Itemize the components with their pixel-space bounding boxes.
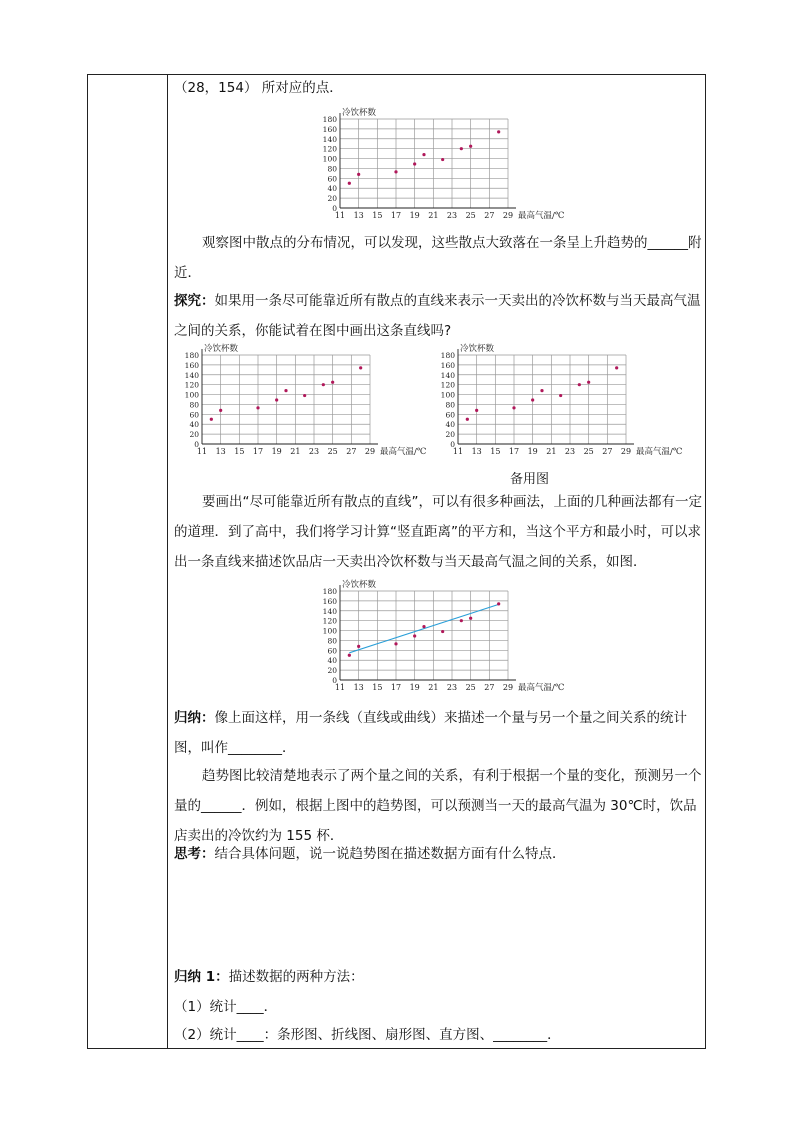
y-tick-label: 140: [322, 134, 337, 144]
data-point: [219, 409, 222, 412]
x-tick-label: 11: [452, 447, 464, 456]
x-tick-label: 15: [234, 447, 245, 456]
x-tick-label: 29: [502, 211, 514, 220]
intro-line: （28，154） 所对应的点．: [174, 80, 343, 96]
column-divider: [167, 75, 168, 1048]
think-text: 结合具体问题，说一说趋势图在描述数据方面有什么特点．: [214, 846, 566, 862]
x-tick-label: 17: [390, 683, 402, 692]
data-point: [615, 366, 618, 369]
y-tick-label: 140: [440, 370, 455, 380]
chart-svg: [430, 341, 692, 463]
scatter-chart-1: [312, 105, 574, 227]
data-point: [460, 147, 463, 150]
y-tick-label: 20: [189, 430, 199, 440]
x-tick-label: 25: [583, 447, 594, 456]
data-point: [469, 617, 472, 620]
x-tick-label: 13: [471, 447, 482, 456]
x-tick-label: 27: [346, 447, 357, 456]
x-tick-label: 11: [334, 683, 346, 692]
scatter-chart-2: [174, 341, 436, 463]
summary-label: 归纳：: [174, 710, 215, 726]
chart-svg: [174, 341, 436, 463]
y-axis-label: 冷饮杯数: [342, 108, 377, 118]
y-tick-label: 160: [322, 596, 337, 606]
y-tick-label: 80: [327, 164, 337, 174]
x-tick-label: 23: [446, 211, 458, 220]
data-point: [413, 634, 416, 637]
x-tick-label: 13: [215, 447, 226, 456]
x-tick-label: 27: [484, 211, 495, 220]
data-point: [210, 418, 213, 421]
data-point: [357, 173, 360, 176]
y-tick-label: 140: [322, 606, 337, 616]
trend-chart: [312, 577, 574, 699]
data-point: [469, 145, 472, 148]
x-tick-label: 25: [327, 447, 338, 456]
lesson-table: [87, 74, 706, 1049]
think-paragraph: [174, 839, 704, 869]
x-axis-label: 最高气温/℃: [380, 447, 427, 457]
x-tick-label: 29: [502, 683, 514, 692]
spare-caption: 备用图: [510, 472, 550, 487]
y-axis-label: 冷饮杯数: [460, 344, 495, 354]
summary-paragraph: [174, 703, 704, 763]
scatter-chart-spare: [430, 341, 692, 463]
observe-paragraph: 观察图中散点的分布情况，可以发现，这些散点大致落在一条呈上升趋势的______附近．: [174, 235, 702, 281]
y-tick-label: 120: [322, 616, 337, 626]
y-axis-label: 冷饮杯数: [342, 580, 377, 590]
x-tick-label: 17: [508, 447, 520, 456]
x-tick-label: 19: [527, 447, 538, 456]
y-tick-label: 60: [327, 174, 337, 184]
data-point: [275, 398, 278, 401]
draw-paragraph: 要画出“尽可能靠近所有散点的直线”，可以有很多种画法，上面的几种画法都有一定的道理．到了高中，我们将学习计算“竖直距离”的平方和，当这个平方和最小时，可以求出一条直线来描述饮品店一天卖出冷饮杯数与当天最高气温之间的关系，如图．: [174, 494, 702, 570]
x-tick-label: 21: [428, 211, 439, 220]
x-axis-label: 最高气温/℃: [518, 683, 565, 693]
x-tick-label: 13: [353, 683, 364, 692]
explore-label: 探究：: [174, 293, 215, 309]
data-point: [497, 130, 500, 133]
x-tick-label: 19: [409, 683, 420, 692]
data-point: [331, 381, 334, 384]
x-tick-label: 23: [564, 447, 576, 456]
x-tick-label: 15: [372, 211, 383, 220]
data-point: [466, 418, 469, 421]
x-tick-label: 19: [271, 447, 282, 456]
x-tick-label: 25: [465, 211, 476, 220]
y-tick-label: 60: [327, 646, 337, 656]
x-tick-label: 19: [409, 211, 420, 220]
data-point: [394, 642, 397, 645]
y-tick-label: 100: [322, 626, 337, 636]
y-tick-label: 80: [445, 400, 455, 410]
data-point: [322, 383, 325, 386]
x-tick-label: 29: [364, 447, 376, 456]
explore-paragraph: [174, 286, 704, 346]
y-tick-label: 100: [440, 390, 455, 400]
x-axis-label: 最高气温/℃: [636, 447, 683, 457]
y-tick-label: 100: [184, 390, 199, 400]
chart-svg: [312, 577, 574, 699]
y-tick-label: 180: [322, 587, 337, 596]
x-tick-label: 11: [196, 447, 208, 456]
x-tick-label: 27: [602, 447, 613, 456]
method-item-1: （1）统计____．: [174, 999, 278, 1015]
y-tick-label: 40: [327, 184, 337, 194]
y-tick-label: 0: [194, 440, 199, 449]
x-tick-label: 21: [428, 683, 439, 692]
data-point: [422, 153, 425, 156]
data-point: [578, 383, 581, 386]
y-tick-label: 140: [184, 370, 199, 380]
x-tick-label: 21: [546, 447, 557, 456]
data-point: [348, 654, 351, 657]
data-point: [531, 398, 534, 401]
data-point: [284, 389, 287, 392]
x-tick-label: 23: [446, 683, 458, 692]
x-tick-label: 15: [490, 447, 501, 456]
trend-line: [349, 604, 498, 652]
x-axis-label: 最高气温/℃: [518, 211, 565, 221]
explore-text: 如果用一条尽可能靠近所有散点的直线来表示一天卖出的冷饮杯数与当天最高气温之间的关系，你能试着在图中画出这条直线吗?: [174, 293, 701, 339]
think-label: 思考：: [174, 846, 215, 862]
y-tick-label: 160: [440, 360, 455, 370]
y-tick-label: 20: [445, 430, 455, 440]
y-tick-label: 120: [322, 144, 337, 154]
y-tick-label: 60: [189, 410, 199, 420]
data-point: [256, 406, 259, 409]
y-axis-label: 冷饮杯数: [204, 344, 239, 354]
data-point: [422, 625, 425, 628]
y-tick-label: 40: [327, 656, 337, 666]
data-point: [441, 630, 444, 633]
x-tick-label: 11: [334, 211, 346, 220]
y-tick-label: 180: [184, 351, 199, 360]
y-tick-label: 0: [450, 440, 455, 449]
y-tick-label: 80: [189, 400, 199, 410]
y-tick-label: 180: [322, 115, 337, 124]
data-point: [413, 162, 416, 165]
data-point: [441, 158, 444, 161]
data-point: [559, 394, 562, 397]
x-tick-label: 21: [290, 447, 301, 456]
x-tick-label: 27: [484, 683, 495, 692]
data-point: [394, 170, 397, 173]
y-tick-label: 0: [332, 204, 337, 213]
x-tick-label: 17: [252, 447, 264, 456]
y-tick-label: 40: [445, 420, 455, 430]
data-point: [540, 389, 543, 392]
y-tick-label: 20: [327, 666, 337, 676]
y-tick-label: 180: [440, 351, 455, 360]
summary1-paragraph: [174, 962, 704, 992]
summary-text: 像上面这样，用一条线（直线或曲线）来描述一个量与另一个量之间关系的统计图，叫作________．: [174, 710, 687, 756]
method-item-2: （2）统计____：条形图、折线图、扇形图、直方图、________．: [174, 1027, 561, 1043]
y-tick-label: 80: [327, 636, 337, 646]
trend-paragraph: 趋势图比较清楚地表示了两个量之间的关系，有利于根据一个量的变化，预测另一个量的______．例如，根据上图中的趋势图，可以预测当一天的最高气温为 30℃时，饮品店卖出的冷饮约为 155 杯．: [174, 768, 702, 844]
x-tick-label: 29: [620, 447, 632, 456]
y-tick-label: 160: [322, 124, 337, 134]
data-point: [357, 645, 360, 648]
data-point: [303, 394, 306, 397]
x-tick-label: 25: [465, 683, 476, 692]
y-tick-label: 40: [189, 420, 199, 430]
data-point: [587, 381, 590, 384]
chart-svg: [312, 105, 574, 227]
data-point: [348, 182, 351, 185]
y-tick-label: 60: [445, 410, 455, 420]
data-point: [497, 602, 500, 605]
x-tick-label: 13: [353, 211, 364, 220]
y-tick-label: 100: [322, 154, 337, 164]
x-tick-label: 15: [372, 683, 383, 692]
data-point: [475, 409, 478, 412]
y-tick-label: 120: [184, 380, 199, 390]
data-point: [460, 619, 463, 622]
x-tick-label: 17: [390, 211, 402, 220]
data-point: [512, 406, 515, 409]
x-tick-label: 23: [308, 447, 320, 456]
y-tick-label: 20: [327, 194, 337, 204]
summary1-text: 描述数据的两种方法：: [228, 969, 364, 985]
data-point: [359, 366, 362, 369]
y-tick-label: 0: [332, 676, 337, 685]
y-tick-label: 160: [184, 360, 199, 370]
y-tick-label: 120: [440, 380, 455, 390]
summary1-label: 归纳 1：: [174, 969, 229, 985]
